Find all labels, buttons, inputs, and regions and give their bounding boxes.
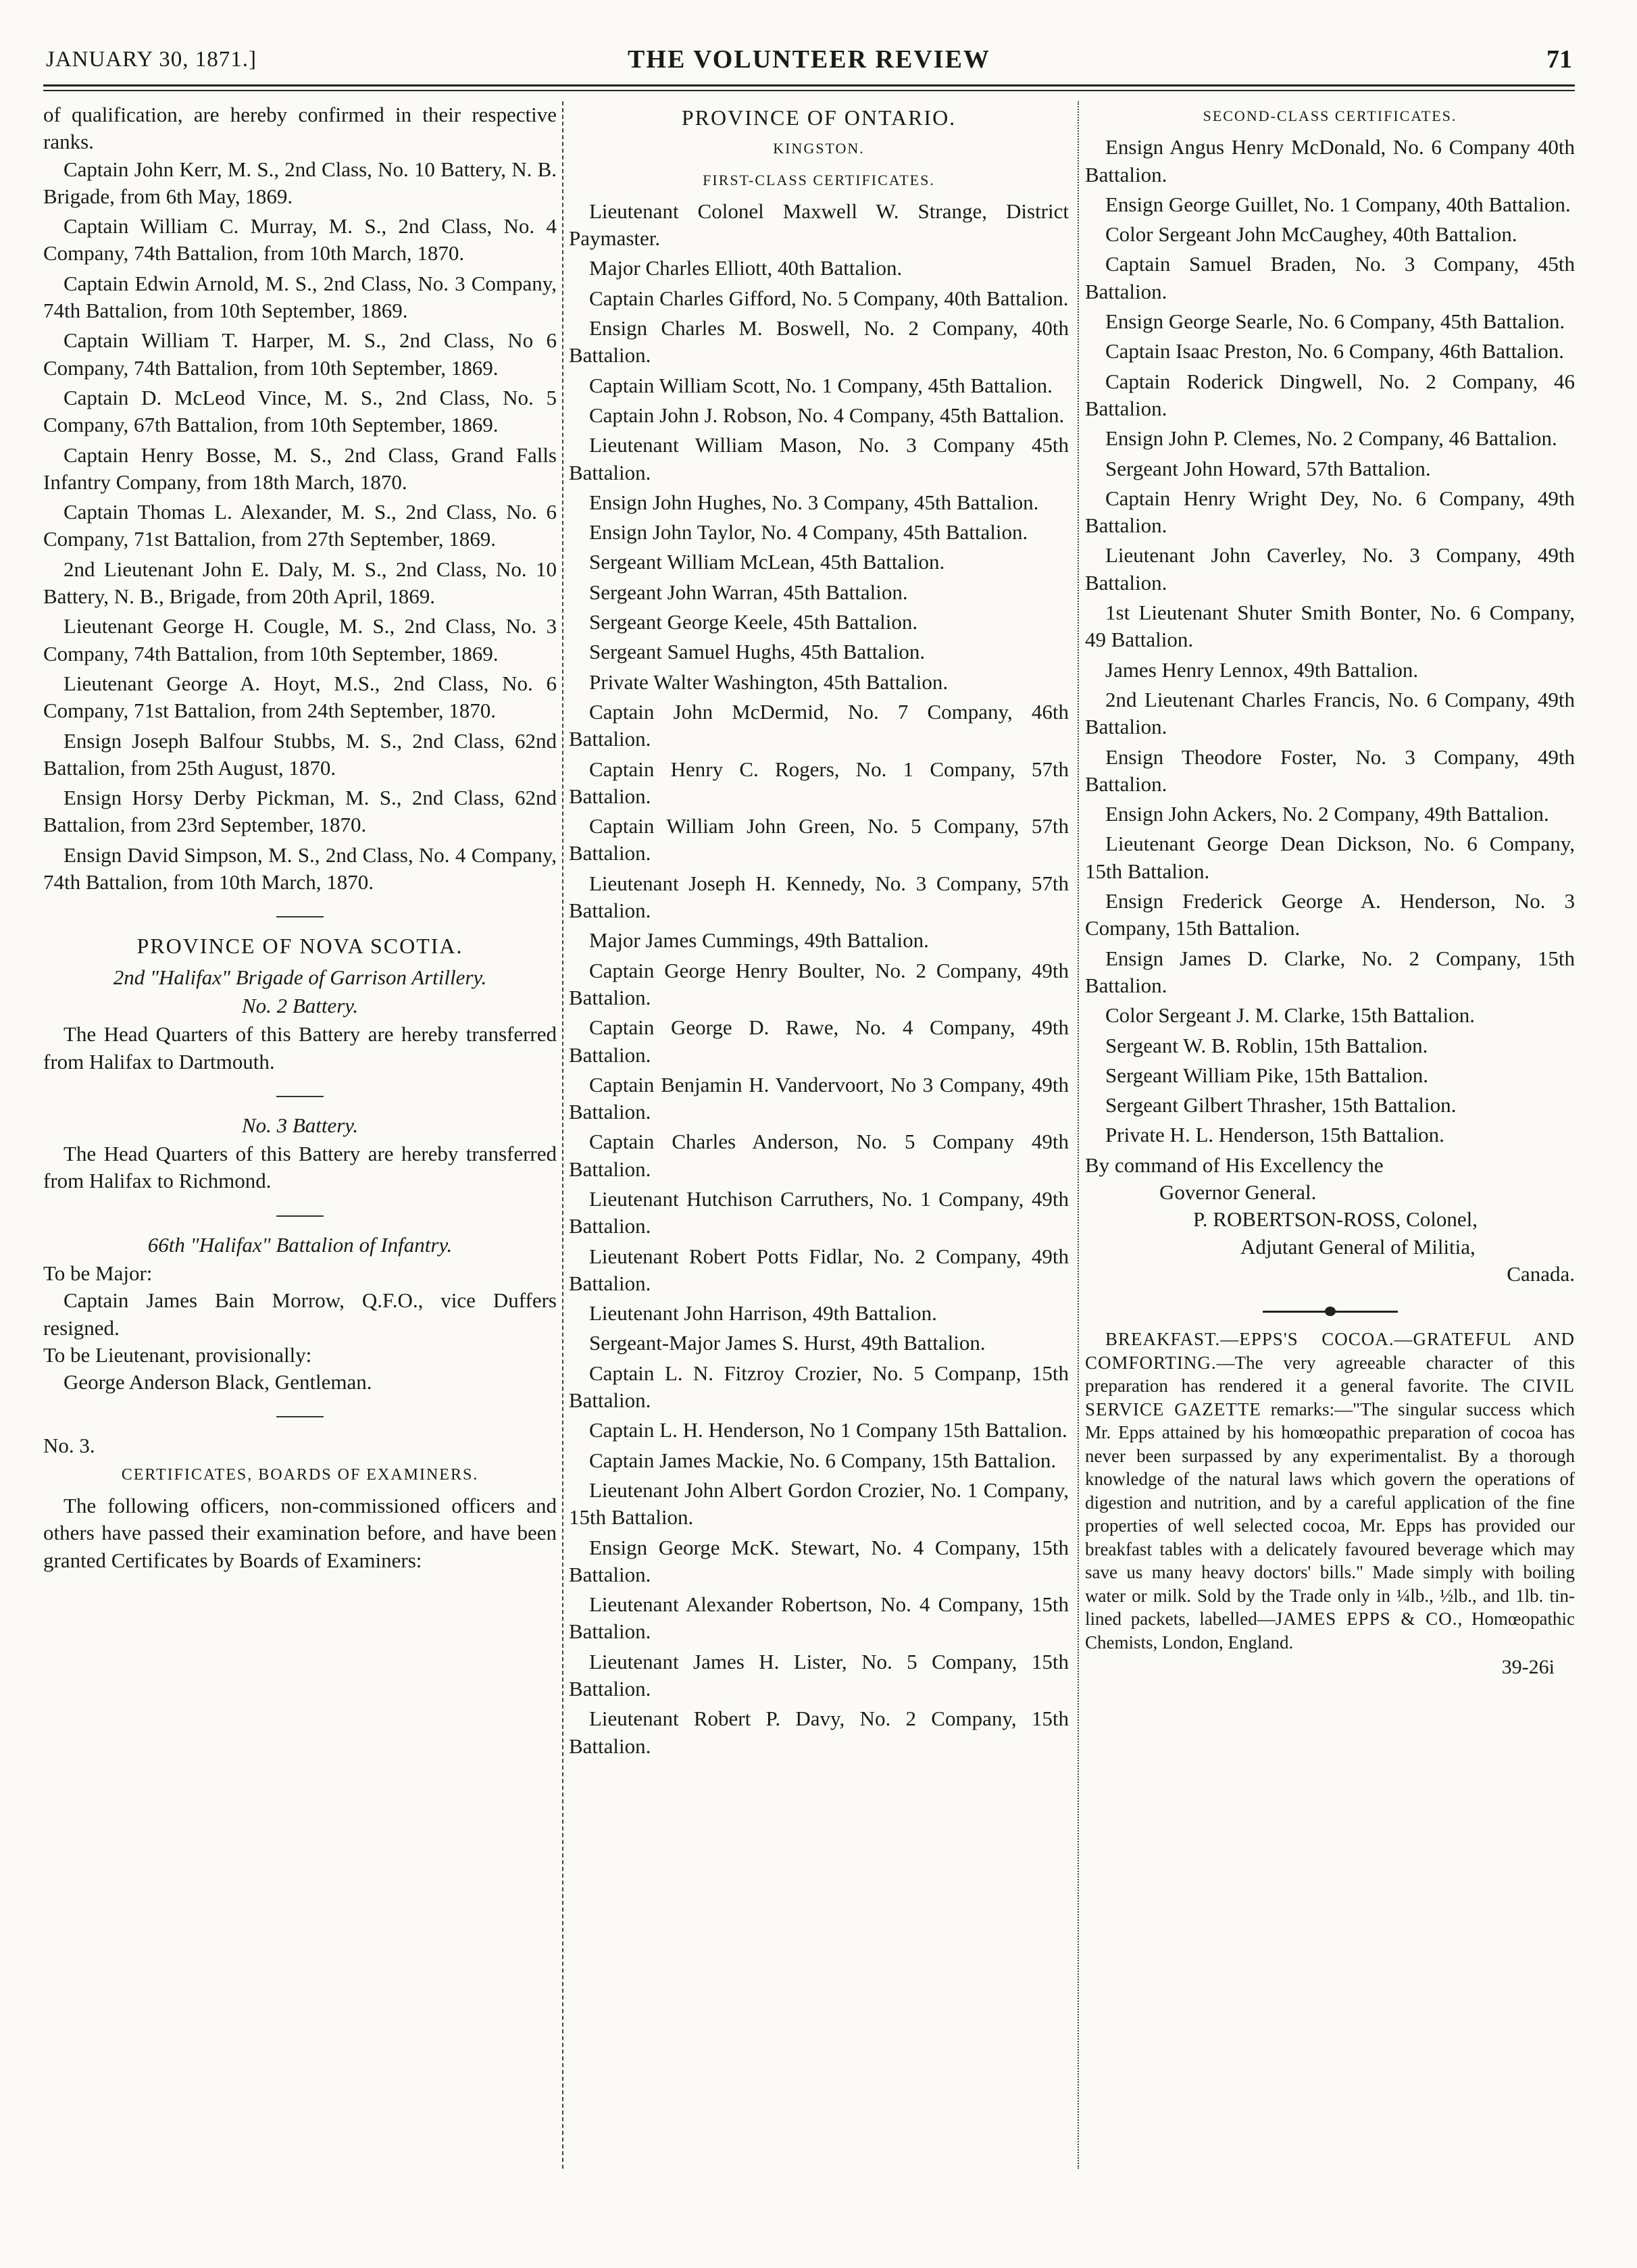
major-appointment: Captain James Bain Morrow, Q.F.O., vice Duffers resigned.: [43, 1288, 557, 1340]
ornament-divider: [1263, 1311, 1398, 1313]
officer-entry: Sergeant John Warran, 45th Battalion.: [589, 580, 908, 604]
officer-entry: Lieutenant Robert P. Davy, No. 2 Company, 15th Battalion.: [569, 1707, 1069, 1758]
battery-3-heading: No. 3 Battery.: [241, 1113, 359, 1137]
officer-entry: Captain John McDermid, No. 7 Company, 46th Battalion.: [569, 699, 1069, 751]
officer-entry: Ensign John P. Clemes, No. 2 Company, 46 Battalion.: [1105, 426, 1557, 451]
signatory-place: Canada.: [1507, 1261, 1575, 1286]
officer-entry: Captain Roderick Dingwell, No. 2 Company, 46 Battalion.: [1085, 369, 1575, 420]
officer-entry: Sergeant George Keele, 45th Battalion.: [589, 610, 918, 634]
officer-entry: Ensign George Searle, No. 6 Company, 45th Battalion.: [1105, 309, 1565, 334]
publication-title: THE VOLUNTEER REVIEW: [628, 45, 990, 74]
officer-entry: Captain Thomas L. Alexander, M. S., 2nd Class, No. 6 Company, 71st Battalion, from 27th September, 1869.: [43, 500, 557, 551]
officer-entry: Lieutenant George Dean Dickson, No. 6 Company, 15th Battalion.: [1085, 832, 1575, 883]
officer-entry: Lieutenant Joseph H. Kennedy, No. 3 Company, 57th Battalion.: [569, 871, 1069, 923]
header-rule-thin: [43, 90, 1575, 91]
officer-entry: Captain William T. Harper, M. S., 2nd Class, No 6 Company, 74th Battalion, from 10th September, 1869.: [43, 328, 557, 380]
officer-entry: Ensign John Hughes, No. 3 Company, 45th Battalion.: [589, 490, 1039, 514]
officer-entry: Ensign George Guillet, No. 1 Company, 40th Battalion.: [1105, 192, 1571, 216]
officer-entry: Captain Benjamin H. Vandervoort, No 3 Company, 49th Battalion.: [569, 1072, 1069, 1124]
first-class-list: [569, 198, 1069, 1760]
section-divider: [276, 1096, 324, 1097]
officer-entry: Captain Isaac Preston, No. 6 Company, 46th Battalion.: [1105, 339, 1565, 363]
officer-entry: Ensign David Simpson, M. S., 2nd Class, No. 4 Company, 74th Battalion, from 10th March, 1870.: [43, 842, 557, 894]
ad-body-1: —The very agreeable character of this preparation has rendered it a general favorite. The: [1085, 1352, 1575, 1396]
signatory: P. ROBERTSON-ROSS, Colonel,: [1193, 1207, 1478, 1232]
command-line-2: Governor General.: [1159, 1180, 1317, 1204]
column-left: [43, 101, 557, 1574]
officer-entry: Ensign Joseph Balfour Stubbs, M. S., 2nd Class, 62nd Battalion, from 25th August, 1870.: [43, 728, 557, 780]
officer-entry: Captain Henry Bosse, M. S., 2nd Class, Grand Falls Infantry Company, from 18th March, 1870.: [43, 443, 557, 494]
nova-scotia-heading: PROVINCE OF NOVA SCOTIA.: [136, 934, 463, 959]
officer-entry: Lieutenant Alexander Robertson, No. 4 Company, 15th Battalion.: [569, 1592, 1069, 1644]
command-line: By command of His Excellency the: [1085, 1153, 1384, 1177]
officer-entry: Sergeant Gilbert Thrasher, 15th Battalion.: [1105, 1093, 1457, 1117]
certificates-heading: CERTIFICATES, BOARDS OF EXAMINERS.: [121, 1465, 479, 1484]
officer-entry: Captain William John Green, No. 5 Company, 57th Battalion.: [569, 814, 1069, 865]
ad-maker: JAMES EPPS & CO.: [1275, 1609, 1458, 1630]
officer-entry: 1st Lieutenant Shuter Smith Bonter, No. 6 Company, 49 Battalion.: [1085, 601, 1575, 652]
officer-entry: Lieutenant John Harrison, 49th Battalion.: [589, 1301, 937, 1326]
officer-entry: Sergeant Samuel Hughs, 45th Battalion.: [589, 640, 926, 664]
certificates-intro: The following officers, non-commissioned officers and others have passed their examination before, and have been granted Certificates by Boards of Examiners:: [43, 1494, 557, 1572]
officer-entry: Color Sergeant John McCaughey, 40th Battalion.: [1105, 222, 1517, 247]
officer-entry: Captain William Scott, No. 1 Company, 45th Battalion.: [589, 373, 1053, 397]
officer-entry: Captain James Mackie, No. 6 Company, 15th Battalion.: [589, 1448, 1057, 1472]
section-divider: [276, 1416, 324, 1417]
officer-entry: Sergeant William Pike, 15th Battalion.: [1105, 1063, 1429, 1087]
officer-entry: Ensign Horsy Derby Pickman, M. S., 2nd Class, 62nd Battalion, from 23rd September, 1870.: [43, 786, 557, 837]
brigade-heading: 2nd "Halifax" Brigade of Garrison Artillery.: [113, 965, 487, 989]
officer-entry: Lieutenant Robert Potts Fidlar, No. 2 Company, 49th Battalion.: [569, 1244, 1069, 1295]
battery-3-text: The Head Quarters of this Battery are hereby transferred from Halifax to Richmond.: [43, 1142, 557, 1193]
section-divider: [276, 916, 324, 917]
officer-entry: Sergeant-Major James S. Hurst, 49th Battalion.: [589, 1331, 986, 1355]
officer-entry: Captain John Kerr, M. S., 2nd Class, No. 10 Battery, N. B. Brigade, from 6th May, 1869.: [43, 157, 557, 208]
column-middle: [569, 101, 1069, 1763]
officer-entry: Ensign John Taylor, No. 4 Company, 45th Battalion.: [589, 520, 1028, 545]
issue-date: JANUARY 30, 1871.]: [46, 47, 257, 72]
cocoa-advertisement: [1085, 1328, 1575, 1654]
battery-2-text: The Head Quarters of this Battery are hereby transferred from Halifax to Dartmouth.: [43, 1022, 557, 1074]
ontario-heading: PROVINCE OF ONTARIO.: [681, 105, 957, 130]
officer-entry: Captain L. N. Fitzroy Crozier, No. 5 Companp, 15th Battalion.: [569, 1361, 1069, 1413]
officer-entry: Captain Henry Wright Dey, No. 6 Company, 49th Battalion.: [1085, 486, 1575, 538]
header-rule: [43, 84, 1575, 86]
officer-entry: Ensign Charles M. Boswell, No. 2 Company, 40th Battalion.: [569, 316, 1069, 368]
second-class-list: [1085, 134, 1575, 1149]
officer-entry: Captain Samuel Braden, No. 3 Company, 45th Battalion.: [1085, 252, 1575, 303]
officer-entry: Private H. L. Henderson, 15th Battalion.: [1105, 1123, 1444, 1147]
second-class-heading: SECOND-CLASS CERTIFICATES.: [1203, 107, 1457, 124]
order-number: No. 3.: [43, 1434, 95, 1458]
column-right: [1085, 101, 1575, 1681]
officer-entry: Major James Cummings, 49th Battalion.: [589, 928, 929, 953]
officer-entry: Captain D. McLeod Vince, M. S., 2nd Class, No. 5 Company, 67th Battalion, from 10th September, 1869.: [43, 385, 557, 437]
officer-entry: Captain Henry C. Rogers, No. 1 Company, 57th Battalion.: [569, 757, 1069, 808]
officer-entry: Sergeant W. B. Roblin, 15th Battalion.: [1105, 1033, 1428, 1057]
column-divider-right: [1078, 101, 1079, 2169]
page-header: [46, 42, 1572, 89]
officer-entry: 2nd Lieutenant Charles Francis, No. 6 Company, 49th Battalion.: [1085, 687, 1575, 739]
page-number: 71: [1546, 45, 1572, 74]
officer-entry: Captain Edwin Arnold, M. S., 2nd Class, No. 3 Company, 74th Battalion, from 10th September, 1869.: [43, 271, 557, 323]
officer-entry: Lieutenant Hutchison Carruthers, No. 1 Company, 49th Battalion.: [569, 1186, 1069, 1238]
officer-entry: Captain George Henry Boulter, No. 2 Company, 49th Battalion.: [569, 958, 1069, 1009]
officer-entry: Captain Charles Anderson, No. 5 Company 49th Battalion.: [569, 1130, 1069, 1181]
officer-entry: 2nd Lieutenant John E. Daly, M. S., 2nd Class, No. 10 Battery, N. B., Brigade, from 20th April, 1869.: [43, 557, 557, 609]
confirmed-officers-list: [43, 156, 557, 897]
ad-source: CIVIL SERVICE GAZETTE: [1085, 1376, 1575, 1419]
officer-entry: Lieutenant George A. Hoyt, M.S., 2nd Class, No. 6 Company, 71st Battalion, from 24th September, 1870.: [43, 671, 557, 723]
officer-entry: Color Sergeant J. M. Clarke, 15th Battalion.: [1105, 1003, 1476, 1028]
officer-entry: Ensign Theodore Foster, No. 3 Company, 49th Battalion.: [1085, 745, 1575, 796]
officer-entry: Ensign Frederick George A. Henderson, No. 3 Company, 15th Battalion.: [1085, 889, 1575, 940]
column-divider-left: [562, 101, 563, 2169]
officer-entry: Lieutenant James H. Lister, No. 5 Company, 15th Battalion.: [569, 1649, 1069, 1701]
to-be-lieutenant-label: To be Lieutenant, provisionally:: [43, 1342, 312, 1367]
section-divider: [276, 1215, 324, 1217]
officer-entry: Ensign Angus Henry McDonald, No. 6 Company 40th Battalion.: [1085, 135, 1575, 186]
officer-entry: Lieutenant John Caverley, No. 3 Company, 49th Battalion.: [1085, 543, 1575, 595]
officer-entry: Sergeant William McLean, 45th Battalion.: [589, 550, 945, 574]
battery-2-heading: No. 2 Battery.: [241, 993, 359, 1017]
battalion-heading: 66th "Halifax" Battalion of Infantry.: [147, 1232, 453, 1257]
officer-entry: Sergeant John Howard, 57th Battalion.: [1105, 456, 1431, 480]
officer-entry: Captain L. H. Henderson, No 1 Company 15th Battalion.: [589, 1418, 1067, 1442]
signatory-title: Adjutant General of Militia,: [1240, 1234, 1476, 1259]
officer-entry: Captain George D. Rawe, No. 4 Company, 49th Battalion.: [569, 1015, 1069, 1067]
officer-entry: Ensign James D. Clarke, No. 2 Company, 15th Battalion.: [1085, 946, 1575, 997]
officer-entry: James Henry Lennox, 49th Battalion.: [1105, 657, 1419, 682]
officer-entry: Ensign George McK. Stewart, No. 4 Company, 15th Battalion.: [569, 1535, 1069, 1586]
officer-entry: Captain Charles Gifford, No. 5 Company, 40th Battalion.: [589, 286, 1069, 310]
officer-entry: Major Charles Elliott, 40th Battalion.: [589, 256, 903, 280]
officer-entry: Captain William C. Murray, M. S., 2nd Class, No. 4 Company, 74th Battalion, from 10th March, 1870.: [43, 214, 557, 266]
kingston-heading: KINGSTON.: [773, 140, 865, 157]
officer-entry: Lieutenant William Mason, No. 3 Company 45th Battalion.: [569, 433, 1069, 484]
to-be-major-label: To be Major:: [43, 1261, 153, 1285]
officer-entry: Private Walter Washington, 45th Battalion.: [589, 670, 949, 694]
officer-entry: Ensign John Ackers, No. 2 Company, 49th Battalion.: [1105, 802, 1549, 826]
ad-reference: 39-26i: [1501, 1656, 1555, 1679]
officer-entry: Lieutenant George H. Cougle, M. S., 2nd Class, No. 3 Company, 74th Battalion, from 10th September, 1869.: [43, 614, 557, 665]
lieutenant-appointment: George Anderson Black, Gentleman.: [64, 1370, 372, 1394]
ad-lead: BREAKFAST.—EPPS'S COCOA.—GRATEFUL AND COMFORTING.: [1085, 1329, 1575, 1373]
officer-entry: Captain John J. Robson, No. 4 Company, 45th Battalion.: [589, 403, 1065, 427]
officer-entry: Lieutenant Colonel Maxwell W. Strange, District Paymaster.: [569, 199, 1069, 251]
ad-body-3: , Homœopathic Chemists, London, England.: [1085, 1609, 1575, 1653]
first-class-heading: FIRST-CLASS CERTIFICATES.: [703, 171, 935, 188]
officer-entry: Lieutenant John Albert Gordon Crozier, No. 1 Company, 15th Battalion.: [569, 1478, 1069, 1530]
intro-text: of qualification, are hereby confirmed in their respective ranks.: [43, 103, 557, 154]
ad-body-2: remarks:—"The singular success which Mr. Epps attained by his homœopathic preparation of cocoa has never been surpassed by any experimentalist. By a thorough knowledge of the natural laws which govern the operations of digestion and nutrition, and by a careful application of the fine properties of well selected cocoa, Mr. Epps has provided our breakfast tables with a delicately favoured beverage which may save us many heavy doctors' bills." Made simply with boiling water or milk. Sold by the Trade only in ¼lb., ½lb., and 1lb. tin-lined packets, labelled—: [1085, 1398, 1575, 1630]
